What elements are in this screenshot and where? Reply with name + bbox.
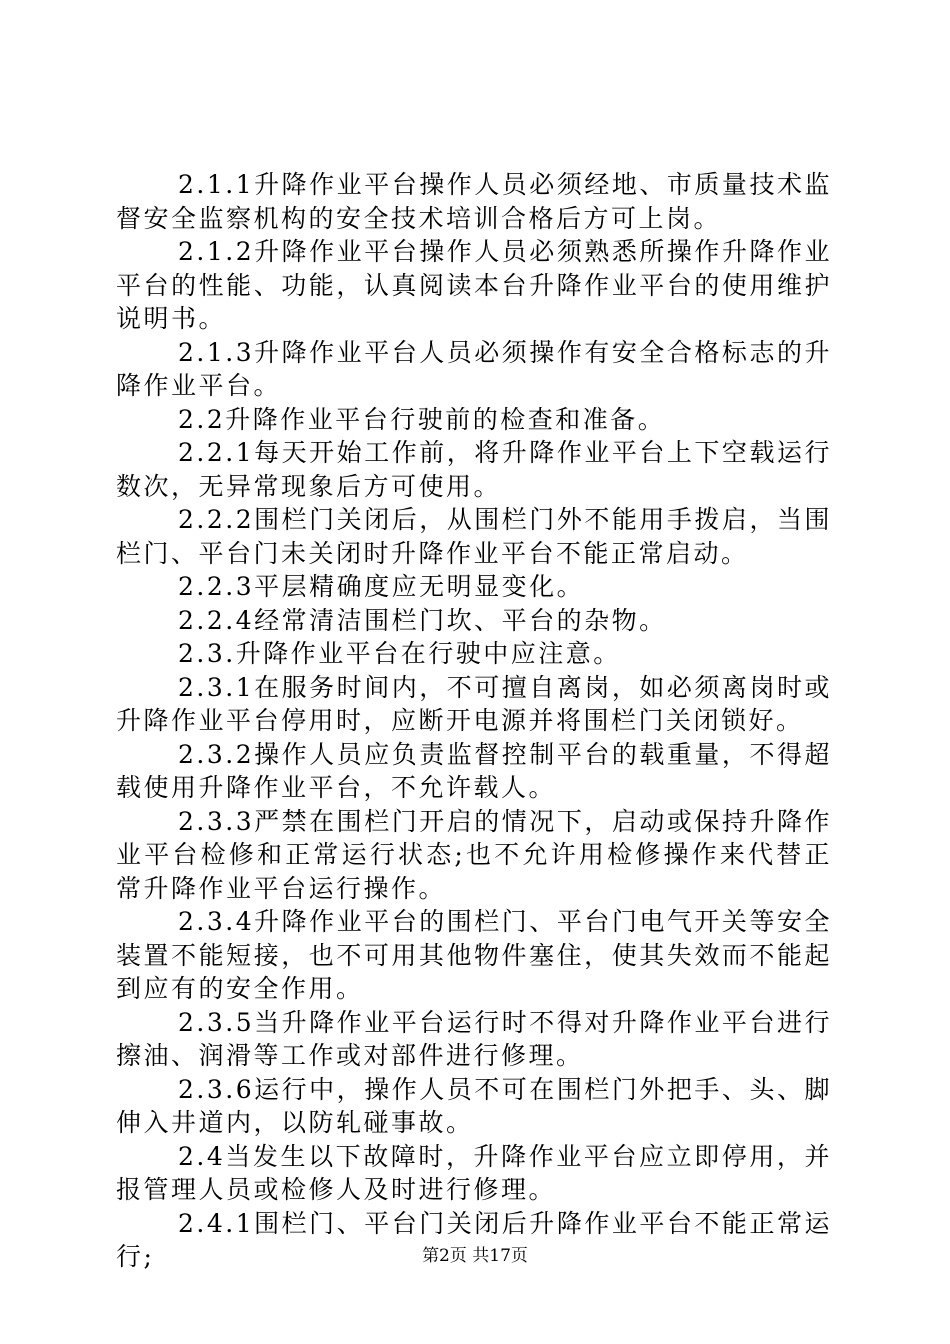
paragraph-2-1-1: 2.1.1升降作业平台操作人员必须经地、市质量技术监督安全监察机构的安全技术培训合格后方可上岗。 — [116, 170, 832, 233]
body-text — [116, 168, 832, 1274]
paragraph-2-4: 2.4当发生以下故障时，升降作业平台应立即停用，并报管理人员或检修人及时进行修理。 — [116, 1141, 832, 1204]
paragraph-2-3: 2.3.升降作业平台在行驶中应注意。 — [178, 639, 621, 668]
paragraph-2-3-4: 2.3.4升降作业平台的围栏门、平台门电气开关等安全装置不能短接，也不可用其他物件塞住，使其失效而不能起到应有的安全作用。 — [116, 907, 832, 1003]
paragraph-2-3-3: 2.3.3严禁在围栏门开启的情况下，启动或保持升降作业平台检修和正常运行状态;也不允许用检修操作来代替正常升降作业平台运行操作。 — [116, 806, 832, 903]
paragraph-2-2: 2.2升降作业平台行驶前的检查和准备。 — [178, 404, 666, 434]
paragraph-2-3-6: 2.3.6运行中，操作人员不可在围栏门外把手、头、脚伸入井道内，以防轧碰事故。 — [116, 1074, 832, 1137]
paragraph-2-3-1: 2.3.1在服务时间内，不可擅自离岗，如必须离岗时或升降作业平台停用时，应断开电源并将围栏门关闭锁好。 — [116, 672, 832, 735]
paragraph-2-2-3: 2.2.3平层精确度应无明显变化。 — [178, 572, 585, 601]
paragraph-2-2-2: 2.2.2围栏门关闭后，从围栏门外不能用手拨启，当围栏门、平台门未关闭时升降作业平台不能正常启动。 — [116, 505, 832, 568]
page-number-footer: 第2页 共17页 — [422, 1246, 528, 1266]
paragraph-2-4-1: 2.4.1围栏门、平台门关闭后升降作业平台不能正常运行; — [116, 1208, 832, 1271]
paragraph-2-2-1: 2.2.1每天开始工作前，将升降作业平台上下空载运行数次，无异常现象后方可使用。 — [116, 438, 832, 501]
paragraph-2-1-2: 2.1.2升降作业平台操作人员必须熟悉所操作升降作业平台的性能、功能，认真阅读本台升降作业平台的使用维护说明书。 — [116, 237, 832, 333]
paragraph-2-1-3: 2.1.3升降作业平台人员必须操作有安全合格标志的升降作业平台。 — [116, 337, 832, 400]
paragraph-2-2-4: 2.2.4经常清洁围栏门坎、平台的杂物。 — [178, 605, 667, 635]
paragraph-2-3-2: 2.3.2操作人员应负责监督控制平台的载重量，不得超载使用升降作业平台，不允许载人。 — [116, 739, 832, 802]
paragraph-2-3-5: 2.3.5当升降作业平台运行时不得对升降作业平台进行擦油、润滑等工作或对部件进行修理。 — [116, 1007, 832, 1070]
